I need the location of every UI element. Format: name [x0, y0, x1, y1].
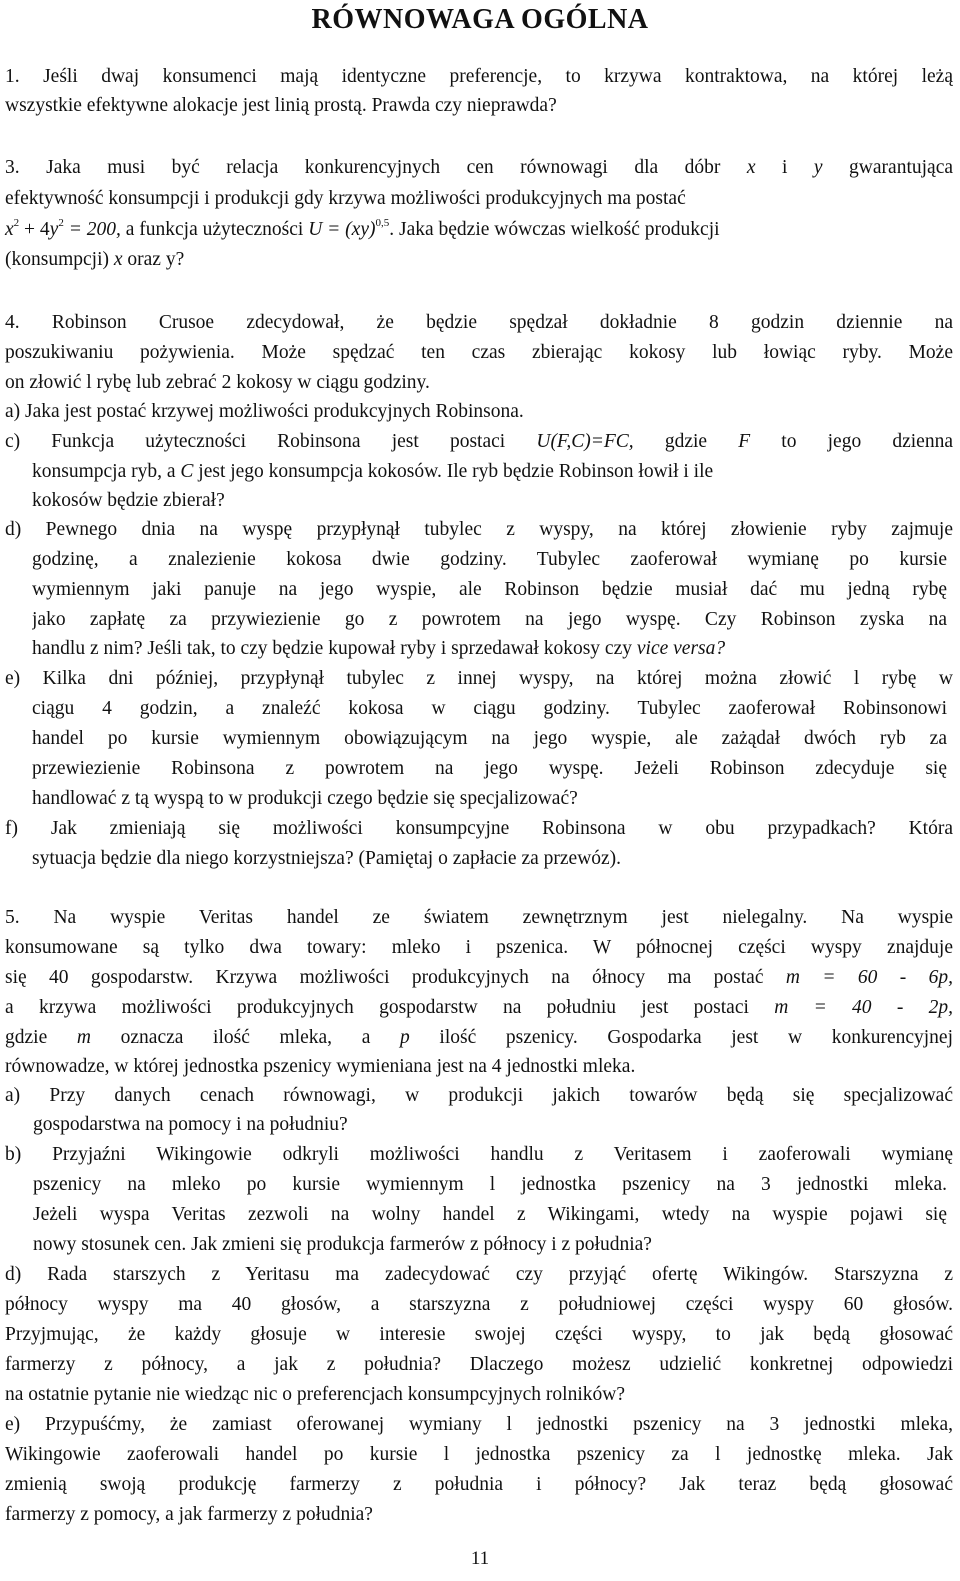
- q4-item-d-line-5: [32, 635, 947, 663]
- latin-phrase: vice versa?: [636, 638, 726, 659]
- q4-item-d-line-3: wymiennym jaki panuje na jego wyspie, ale Robinson będzie musiał dać mu jedną rybę: [32, 579, 947, 600]
- exponent: 2: [58, 217, 64, 229]
- q5-item-d-line-1: d) Rada starszych z Yeritasu ma zadecydować czy przyjąć ofertę Wikingów. Starszyzna z: [5, 1264, 953, 1285]
- var-x: x: [113, 249, 123, 270]
- q3-text: gwarantująca: [822, 157, 953, 178]
- q3-text: 3. Jaka musi być relacja konkurencyjnych cen równowagi dla dóbr: [5, 157, 747, 178]
- q3-text: oraz y?: [122, 249, 185, 270]
- q4-text: gdzie: [633, 431, 739, 452]
- q4-text: handlu z nim? Jeśli tak, to czy będzie kupował ryby i sprzedawał kokosy czy: [32, 638, 637, 659]
- q4-item-f-line-1: f) Jak zmieniają się możliwości konsumpcyjne Robinsona w obu przypadkach? Która: [5, 818, 953, 839]
- q1-line-2: wszystkie efektywne alokacje jest linią prostą. Prawda czy nieprawda?: [5, 95, 557, 116]
- q4-item-f-line-2: sytuacja będzie dla niego korzystniejsza? (Pamiętaj o zapłacie za przewóz).: [32, 848, 622, 869]
- page-title: RÓWNOWAGA OGÓLNA: [311, 4, 649, 35]
- south-ppf-formula: m = 40 - 2p,: [774, 997, 953, 1018]
- q5-item-d-line-2: północy wyspy ma 40 głosów, a starszyzna z południowej części wyspy 60 głosów.: [5, 1294, 953, 1315]
- q5-text: ilość pszenicy. Gospodarka jest w konkurencyjnej: [409, 1027, 953, 1048]
- q4-item-e-line-2: ciągu 4 godzin, a znaleźć kokosa w ciągu godziny. Tubylec zaoferował Robinsonowi: [32, 698, 947, 719]
- q5-item-b-line-4: nowy stosunek cen. Jak zmieni się produkcja farmerów z północy i z południa?: [33, 1234, 652, 1255]
- exponent: 0,5: [375, 217, 390, 229]
- q5-item-b-line-2: pszenicy na mleko po kursie wymiennym l jednostka pszenicy na 3 jednostki mleka.: [33, 1174, 947, 1195]
- q4-item-c-line-3: kokosów będzie zbierał?: [32, 490, 225, 511]
- q5-line-3: [5, 964, 953, 992]
- q4-item-e-line-1: e) Kilka dni później, przypłynął tubylec z innej wyspy, na której można złowić l rybę w: [5, 668, 953, 689]
- q4-item-e-line-5: handlować z tą wyspą to w produkcji czego będzie się specjalizować?: [32, 788, 578, 809]
- q3-line-3: [5, 216, 953, 244]
- q3-line-2: efektywność konsumpcji i produkcji gdy krzywa możliwości produkcyjnych ma postać: [5, 188, 686, 209]
- q3-line-1: [5, 154, 953, 182]
- q4-line-3: on złowić l rybę lub zebrać 2 kokosy w ciągu godziny.: [5, 372, 430, 393]
- q5-item-e-line-1: e) Przypuśćmy, że zamiast oferowanej wymiany l jednostki pszenicy na 3 jednostki mleka,: [5, 1414, 953, 1435]
- q5-item-b-line-3: Jeżeli wyspa Veritas zezwoli na wolny handel z Wikingami, wtedy na wyspie pojawi się: [33, 1204, 947, 1225]
- q4-text: jest jego konsumpcja kokosów. Ile ryb będzie Robinson łowił i ile: [193, 461, 714, 482]
- q5-text: oznacza ilość mleka, a: [90, 1027, 401, 1048]
- q4-text: c) Funkcja użyteczności Robinsona jest postaci: [5, 431, 537, 452]
- q5-text: a krzywa możliwości produkcyjnych gospodarstw na południu jest postaci: [5, 997, 775, 1018]
- exponent: 2: [13, 217, 20, 229]
- q4-item-a: a) Jaka jest postać krzywej możliwości produkcyjnych Robinsona.: [5, 401, 524, 422]
- utility-formula: U = (xy): [308, 219, 376, 240]
- q4-item-c-line-1: [5, 428, 953, 456]
- q4-item-e-line-4: przewiezienie Robinsona z powrotem na jego wyspę. Jeżeli Robinson zdecyduje się: [32, 758, 947, 779]
- q3-line-4: [5, 246, 953, 274]
- q4-line-1: 4. Robinson Crusoe zdecydował, że będzie spędzał dokładnie 8 godzin dziennie na: [5, 312, 953, 333]
- q3-text: . Jaka będzie wówczas wielkość produkcji: [389, 219, 720, 240]
- var-m: m: [76, 1027, 91, 1048]
- q5-text: gdzie: [5, 1027, 77, 1048]
- q4-item-d-line-4: jako zapłatę za przywiezienie go z powrotem na jego wyspę. Czy Robinson zyska na: [32, 609, 947, 630]
- q5-line-5: [5, 1024, 953, 1052]
- q5-item-d-line-3: Przyjmując, że każdy głosuje w interesie swojej części wyspy, to jak będą głosować: [5, 1324, 953, 1345]
- formula-equals: = 200,: [63, 219, 121, 240]
- page-number: 11: [470, 1548, 490, 1569]
- q3-text: (konsumpcji): [5, 249, 114, 270]
- q5-item-d-line-5: na ostatnie pytanie nie wiedząc nic o preferencjach konsumpcyjnych rolników?: [5, 1384, 625, 1405]
- q5-item-d-line-4: farmerzy z północy, a jak z południa? Dlaczego możesz udzielić konkretnej odpowiedzi: [5, 1354, 953, 1375]
- formula-y: y: [49, 219, 59, 240]
- q5-line-2: konsumowane są tylko dwa towary: mleko i pszenica. W północnej części wyspy znajduje: [5, 937, 953, 958]
- q4-item-d-line-1: d) Pewnego dnia na wyspę przypłynął tubylec z wyspy, na której złowienie ryby zajmuje: [5, 519, 953, 540]
- q5-item-b-line-1: b) Przyjaźni Wikingowie odkryli możliwości handlu z Veritasem i zaoferowali wymianę: [5, 1144, 953, 1165]
- north-ppf-formula: m = 60 - 6p,: [785, 967, 953, 988]
- q4-item-e-line-3: handel po kursie wymiennym obowiązującym na jego wyspie, ale zażądał dwóch ryb za: [32, 728, 947, 749]
- q5-text: się 40 gospodarstw. Krzywa możliwości produkcyjnych na ółnocy ma postać: [5, 967, 786, 988]
- var-x: x: [746, 157, 756, 178]
- q5-item-e-line-4: farmerzy z pomocy, a jak farmerzy z południa?: [5, 1504, 373, 1525]
- q5-line-6: równowadze, w której jednostka pszenicy wymieniana jest na 4 jednostki mleka.: [5, 1056, 636, 1077]
- q5-item-a-line-2: gospodarstwa na pomocy i na południu?: [33, 1114, 348, 1135]
- q4-text: konsumpcja ryb, a: [32, 461, 181, 482]
- q5-item-a-line-1: a) Przy danych cenach równowagi, w produkcji jakich towarów będą się specjalizować: [5, 1085, 953, 1106]
- formula-x: x: [5, 219, 14, 240]
- q1-line-1: 1. Jeśli dwaj konsumenci mają identyczne preferencje, to krzywa kontraktowa, na której leżą: [5, 66, 953, 87]
- q5-line-1: 5. Na wyspie Veritas handel ze światem zewnętrznym jest nielegalny. Na wyspie: [5, 907, 953, 928]
- q4-text: to jego dzienna: [750, 431, 953, 452]
- q3-text: a funkcja użyteczności: [120, 219, 309, 240]
- var-p: p: [400, 1027, 410, 1048]
- var-c: C: [180, 461, 194, 482]
- utility-formula: U(F,C)=FC,: [536, 431, 634, 452]
- q5-item-e-line-2: Wikingowie zaoferowali handel po kursie l jednostka pszenicy za l jednostkę mleka. Jak: [5, 1444, 953, 1465]
- q5-item-e-line-3: zmienią swoją produkcję farmerzy z południa i północy? Jak teraz będą głosować: [5, 1474, 953, 1495]
- q4-line-2: poszukiwaniu pożywienia. Może spędzać ten czas zbierając kokosy lub łowiąc ryby. Może: [5, 342, 953, 363]
- var-f: F: [738, 431, 751, 452]
- q3-text: i: [755, 157, 814, 178]
- q5-line-4: [5, 994, 953, 1022]
- q4-item-d-line-2: godzinę, a znalezienie kokosa dwie godziny. Tubylec zaoferował wymianę po kursie: [32, 549, 947, 570]
- formula-plus: + 4: [19, 219, 50, 240]
- var-y: y: [813, 157, 823, 178]
- q4-item-c-line-2: [32, 458, 947, 486]
